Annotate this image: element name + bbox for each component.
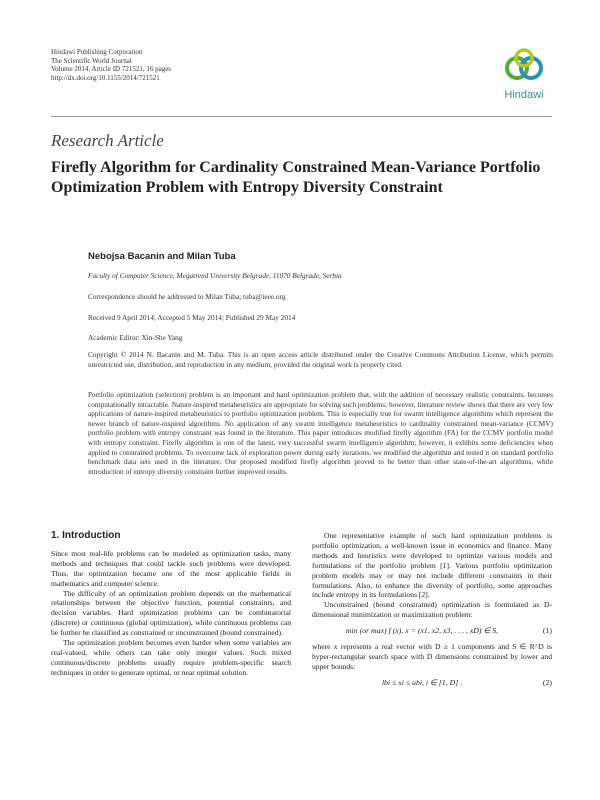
academic-editor: Academic Editor: Xin-She Yang (88, 333, 183, 342)
equation-2-number: (2) (542, 677, 552, 687)
publisher-line: Hindawi Publishing Corporation (51, 48, 143, 56)
authors: Nebojsa Bacanin and Milan Tuba (88, 251, 236, 262)
intro-paragraph-3: The optimization problem becomes even harder when some variables are real-valued, while others can take only integer values. Such mixed continuous/discrete problems usually require problem-specific search techniques in order to generate optimal, or near optimal solution. (51, 638, 291, 677)
right-paragraph-1: One representative example of such hard optimization problems is portfolio optimization, a well-known issue in economics and finance. Many methods and heuristics were developed to optimize various models and formulations of the portfolio problem [1]. Various portfolio optimization problem models may or may not include different constraints in their formulations. Also, to enhance the diversity of portfolio, some approaches include entropy in its formulations [2]. (312, 531, 552, 600)
correspondence: Correspondence should be addressed to Milan Tuba; tuba@ieee.org (88, 292, 286, 301)
article-title: Firefly Algorithm for Cardinality Constrained Mean-Variance Portfolio Optimization Problem with Entropy Diversity Constraint (51, 159, 541, 196)
doi-link[interactable]: http://dx.doi.org/10.1155/2014/721521 (51, 73, 160, 82)
journal-line: The Scientific World Journal (51, 56, 132, 65)
equation-2-body: lbi ≤ xi ≤ ubi, i ∈ [1, D] . (381, 677, 463, 687)
intro-paragraph-2: The difficulty of an optimization problem depends on the mathematical relationships between the objective function, potential constraints, and decision variables. Hard optimization problems can be combinatorial (discrete) or continuous (global optimization), while continuous problems can be further be classified as constrained or unconstrained (bound constrained). (51, 588, 291, 638)
hindawi-logo (494, 46, 554, 106)
copyright-notice: Copyright © 2014 N. Bacanin and M. Tuba. This is an open access article distributed under the Creative Commons Attribution License, which permits unrestricted use, distribution, and reproduction in any medium, provided the original work is properly cited. (88, 350, 553, 369)
intro-paragraph-1: Since most real-life problems can be modeled as optimization tasks, many methods and techniques that could tackle such problems were developed. Thus, the optimization became one of the most applicable fields in mathematics and computer science. (51, 548, 291, 588)
volume-line: Volume 2014, Article ID 721521, 16 pages (51, 65, 172, 74)
right-paragraph-2: Unconstrained (bound constrained) optimization is formulated as D-dimensional minimization or maximization problem: (312, 600, 552, 620)
journal-header (51, 48, 171, 82)
equation-2 (312, 678, 552, 688)
logo-wordmark: Hindawi (504, 89, 544, 101)
equation-1 (312, 626, 552, 636)
abstract: Portfolio optimization (selection) problem is an important and hard optimization problem that, with the addition of necessary realistic constraints, becomes computationally intractable. Nature-inspired metaheuristics are appropriate for solving such problems; however, literature review shows that there are very few applications of nature-inspired metaheuristics to portfolio optimization problem. This is especially true for swarm intelligence algorithms which represent the newer branch of nature-inspired algorithms. No application of any swarm intelligence metaheuristics to cardinality constrained mean-variance (CCMV) portfolio problem with entropy constraint was found in the literature. This paper introduces modified firefly algorithm (FA) for the CCMV portfolio model with entropy constraint. Firefly algorithm is one of the latest, very successful swarm intelligence algorithm; however, it exhibits some deficiencies when applied to constrained problems. To overcome lack of exploration power during early iterations, we modified the algorithm and tested it on standard portfolio benchmark data sets used in the literature. Our proposed modified firefly algorithm proved to be better than other state-of-the-art algorithms, while introduction of entropy diversity constraint further improved results. (88, 390, 553, 476)
left-column (51, 531, 291, 678)
equation-1-body: min (or max) f (x), x = (x1, x2, x3, . . . , xD) ∈ S, (345, 626, 499, 636)
affiliation: Faculty of Computer Science, Megatrend University Belgrade, 11070 Belgrade, Serbia (88, 271, 342, 280)
hindawi-logo-icon (501, 46, 547, 86)
article-type: Research Article (51, 131, 164, 150)
section-title-introduction: 1. Introduction (51, 530, 121, 541)
right-paragraph-3: where x represents a real vector with D ≥ 1 components and S ∈ R^D is hyper-rectangular search space with D dimensions constrained by lower and upper bounds: (312, 642, 552, 671)
equation-1-number: (1) (542, 626, 552, 636)
publication-dates: Received 9 April 2014; Accepted 5 May 2014; Published 29 May 2014 (88, 313, 296, 322)
header-divider (51, 116, 552, 117)
right-column (312, 531, 552, 694)
